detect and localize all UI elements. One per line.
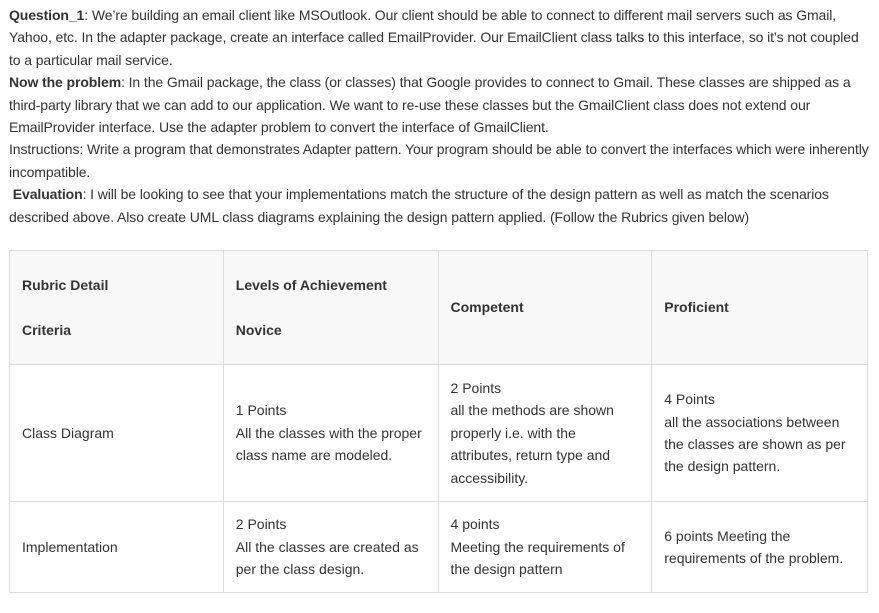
table-row [10,502,868,593]
proficient-cell: 6 points Meeting the requirements of the problem. [652,502,868,593]
header-competent: Competent [438,251,652,365]
evaluation-paragraph [9,183,871,228]
header-criteria-cell [10,251,224,365]
header-novice: Novice [235,321,282,338]
criteria-cell: Class Diagram [10,365,224,502]
question-intro [9,4,871,71]
header-novice-cell [223,251,438,365]
header-rubric-detail: Rubric Detail [22,277,109,294]
instructions-paragraph: Instructions: Write a program that demonstrates Adapter pattern. Your program should be able to convert the interfaces which were inherently incompatible. [9,141,869,180]
novice-text: All the classes with the proper class name are modeled. [235,424,422,464]
problem-label: Now the problem [9,74,122,91]
header-proficient: Proficient [652,251,868,365]
novice-text: All the classes are created as per the class design. [235,538,419,578]
proficient-cell [652,365,868,502]
question-label: Question_1 [9,7,85,23]
novice-cell [223,502,438,593]
header-criteria: Criteria [22,321,72,338]
novice-points: 1 Points [235,402,287,419]
rubric-header-row [10,251,868,365]
novice-points: 2 Points [235,516,287,533]
competent-text: all the methods are shown properly i.e. with the attributes, return type and accessibility. [450,402,614,486]
competent-points: 2 Points [450,379,502,396]
criteria-cell: Implementation [10,502,224,593]
problem-text: : In the Gmail package, the class (or classes) that Google provides to connect to Gmail. These classes are shipped as a third-party library that we can add to our application. We want to re-use these classes but the GmailClient class does not extend our EmailProvider interface. Use the adapter problem to convert the interface of GmailClient. [9,74,851,136]
question-intro-text: : We’re building an email client like MSOutlook. Our client should be able to connect to different mail servers such as Gmail, Yahoo, etc. In the adapter package, create an interface called EmailProvider. Our EmailClient class talks to this interface, so it’s not coupled to a particular mail service. [9,7,859,68]
problem-paragraph [9,71,871,138]
question-text [9,4,871,228]
competent-text: Meeting the requirements of the design pattern [450,538,625,578]
competent-cell [438,502,652,593]
competent-cell [438,365,652,502]
rubric-table [9,250,868,593]
header-levels-of-achievement: Levels of Achievement [235,277,387,294]
novice-cell [223,365,438,502]
proficient-text: all the associations between the classes are shown as per the design pattern. [664,413,846,475]
evaluation-text: : I will be looking to see that your implementations match the structure of the design pattern as well as match the scenarios described above. Also create UML class diagrams explaining the design pattern applied. (Follow the Rubrics given below) [9,186,829,225]
competent-points: 4 points [450,516,500,533]
evaluation-label: Evaluation [12,186,83,203]
proficient-points: 4 Points [664,391,715,408]
table-row [10,365,868,502]
